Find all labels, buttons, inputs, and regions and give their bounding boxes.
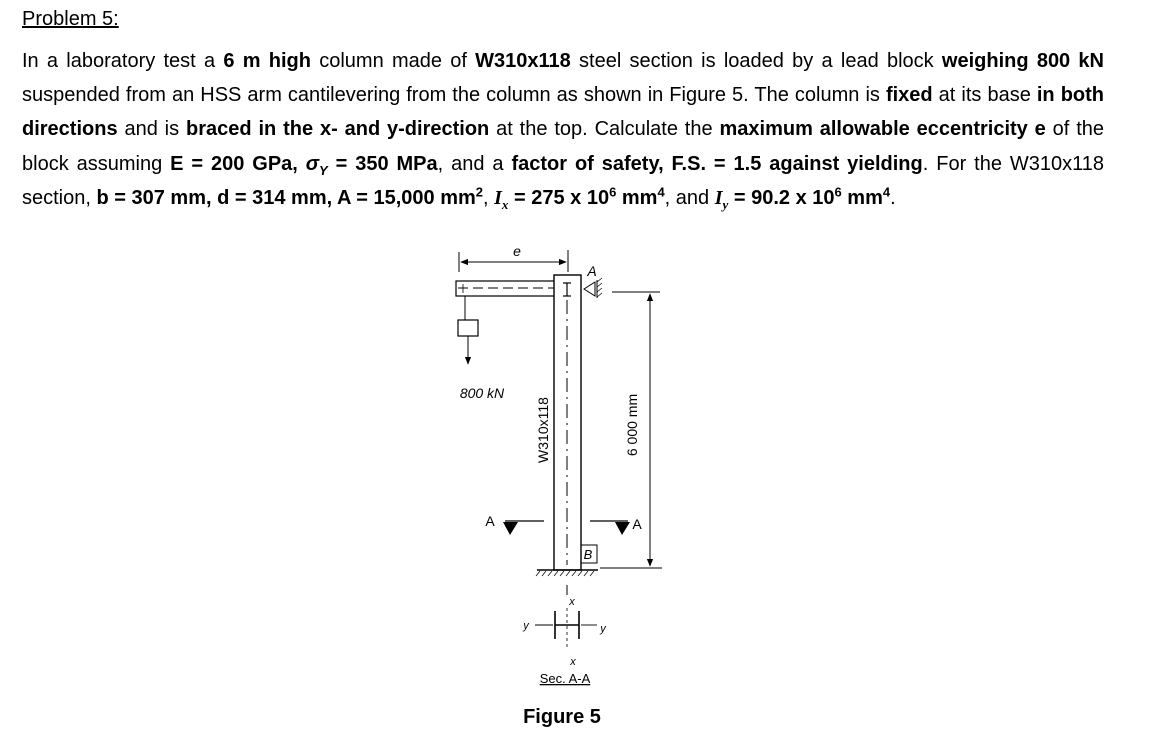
y-right-label: y	[600, 623, 606, 635]
section-aa-label: Sec. A-A	[539, 671, 591, 686]
load-label: 800 kN	[459, 385, 505, 401]
height-dimension	[600, 292, 662, 568]
height-label: 6 000 mm	[624, 393, 640, 457]
a-right-label: A	[632, 516, 642, 532]
x-bottom-label: x	[570, 656, 576, 668]
figure-caption: Figure 5	[523, 706, 601, 728]
a-left-label: A	[485, 513, 495, 529]
column	[535, 275, 581, 570]
problem-title: Problem 5:	[22, 8, 119, 30]
section-label: W310x118	[535, 397, 551, 463]
cross-section-a-a	[522, 585, 607, 686]
problem-statement: In a laboratory test a 6 m high column made of W310x118 steel section is loaded by a lead block weighing 800 kN suspended from an HSS arm cantilevering from the column as shown in Figure 5. The column is fixed at its base in both directions and is braced in the x- and y-direction at the top. Calculate the maximum allowable eccentricity e of the block assuming E = 200 GPa, $\sigma_Y = 350$ MPa, and a factor of safety, F.S. = 1.5 against yielding. For the W310x118 section, b = 307 mm, d = 314 mm, A = 15,000 $mm^2$, $I_x = 275$ x $10^6$ $mm^4$, and $I_y = 90.2$ x $10^6$ $mm^4$.	[22, 50, 1105, 212]
x-top-label: x	[569, 596, 575, 608]
b-label: B	[583, 547, 593, 562]
eccentricity-dimension	[459, 243, 568, 272]
y-left-label: y	[523, 620, 529, 632]
e-label: e	[513, 243, 521, 259]
hss-arm	[456, 281, 556, 296]
top-brace	[584, 263, 602, 298]
lead-block	[458, 296, 505, 401]
a-top-label: A	[587, 263, 597, 279]
